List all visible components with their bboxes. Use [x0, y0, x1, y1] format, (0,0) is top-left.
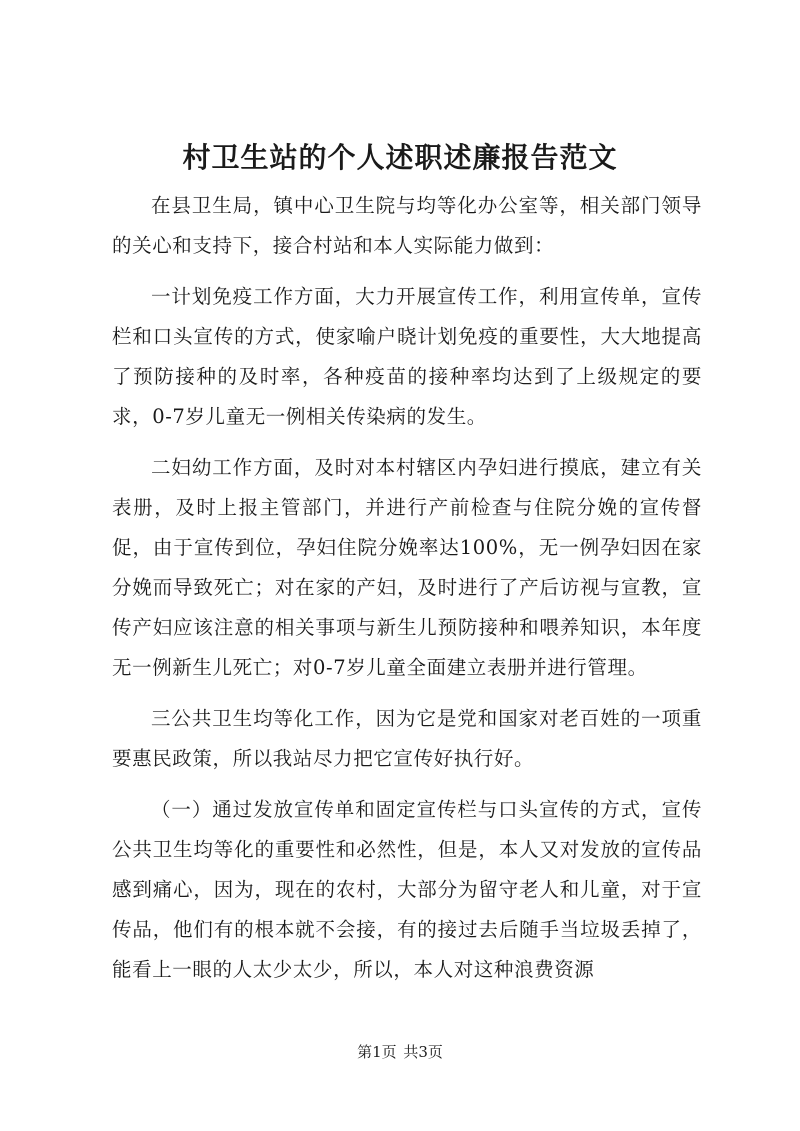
document-title: 村卫生站的个人述职述廉报告范文 [182, 141, 618, 174]
paragraph-gap [112, 688, 702, 699]
paragraph-publicity: （一）通过发放宣传单和固定宣传栏与口头宣传的方式，宣传公共卫生均等化的重要性和必然性，但是，本人又对发放的宣传品感到痛心，因为，现在的农村，大部分为留守老人和儿童，对于宣传品，他们有的根本就不会接，有的接过去后随手当垃圾丢掉了，能看上一眼的人太少太少，所以，本人对这种浪费资源 [112, 798, 702, 981]
paragraph-gap [112, 437, 702, 448]
paragraph-public-health: 三公共卫生均等化工作，因为它是党和国家对老百姓的一项重要惠民政策，所以我站尽力把它宣传好执行好。 [112, 707, 702, 770]
paragraph-maternal-child: 二妇幼工作方面，及时对本村辖区内孕妇进行摸底，建立有关表册，及时上报主管部门，并进行产前检查与住院分娩的宣传督促，由于宣传到位，孕妇住院分娩率达100%，无一例孕妇因在家分娩而导致死亡；对在家的产妇，及时进行了产后访视与宣教，宣传产妇应该注意的相关事项与新生儿预防接种和喂养知识，本年度无一例新生儿死亡；对0-7岁儿童全面建立表册并进行管理。 [112, 456, 702, 679]
document-body [112, 186, 702, 990]
page-footer: 第1页 共3页 [357, 1043, 443, 1061]
paragraph-immunization: 一计划免疫工作方面，大力开展宣传工作，利用宣传单，宣传栏和口头宣传的方式，使家喻户晓计划免疫的重要性，大大地提高了预防接种的及时率，各种疫苗的接种率均达到了上级规定的要求，0-7岁儿童无一例相关传染病的发生。 [112, 285, 702, 428]
paragraph-gap [112, 266, 702, 277]
paragraph-intro: 在县卫生局，镇中心卫生院与均等化办公室等，相关部门领导的关心和支持下，接合村站和本人实际能力做到： [112, 194, 702, 257]
paragraph-gap [112, 779, 702, 790]
